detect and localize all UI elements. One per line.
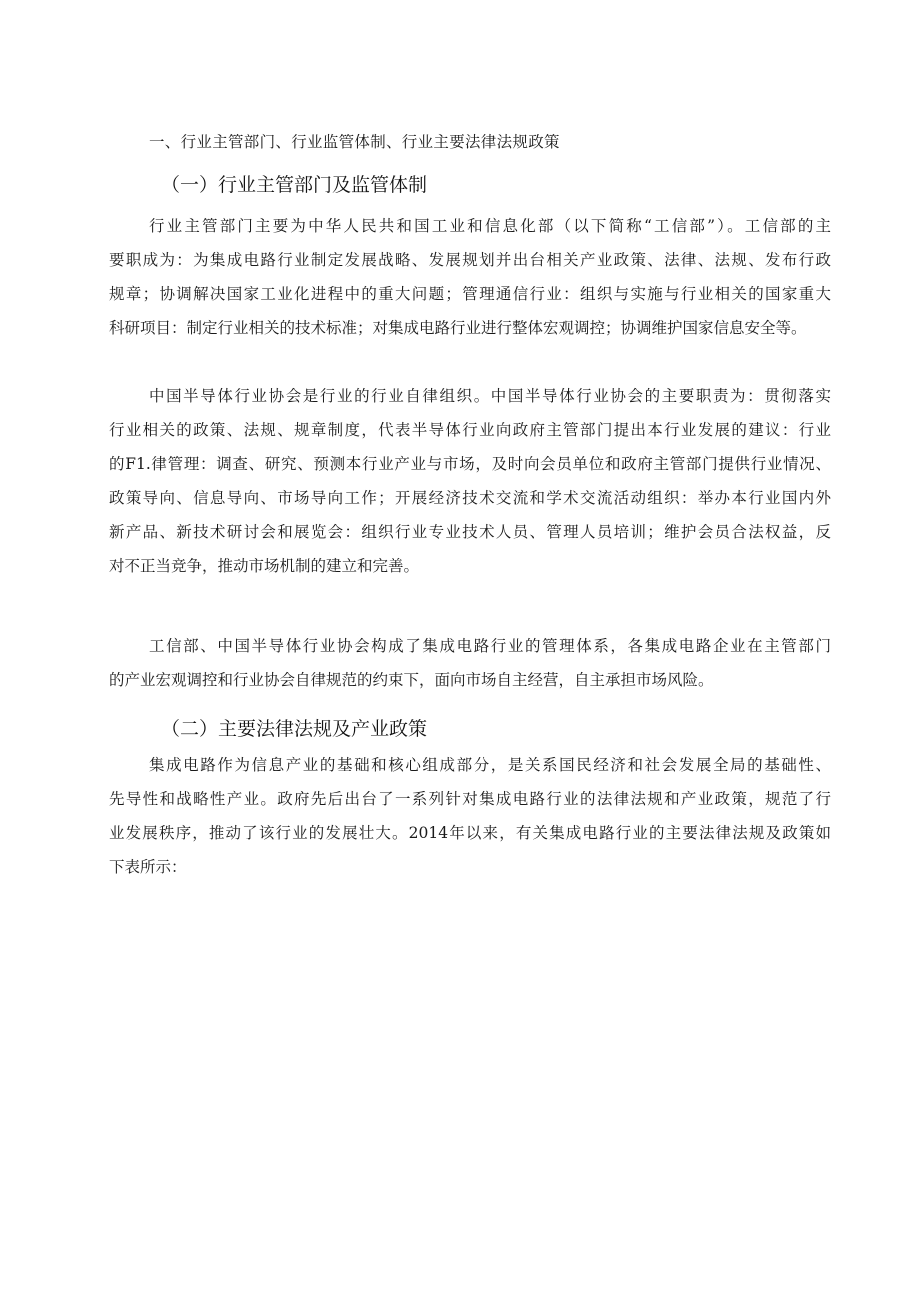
paragraph-line: 业发展秩序，推动了该行业的发展壮大。2014年以来，有关集成电路行业的主要法律法规及政策如 xyxy=(109,824,831,842)
paragraph-line: 要职成为：为集成电路行业制定发展战略、发展规划并出台相关产业政策、法律、法规、发布行政 xyxy=(109,251,831,269)
paragraph-line: 集成电路作为信息产业的基础和核心组成部分，是关系国民经济和社会发展全局的基础性、 xyxy=(149,756,831,774)
paragraph-management-system xyxy=(109,629,831,697)
subsection-heading-laws-policies: （二）主要法律法规及产业政策 xyxy=(161,718,428,740)
paragraph-line: 行业主管部门主要为中华人民共和国工业和信息化部（以下简称“工信部”）。工信部的主 xyxy=(149,217,831,235)
paragraph-line: 规章；协调解决国家工业化进程中的重大问题；管理通信行业：组织与实施与行业相关的国家重大 xyxy=(109,285,831,303)
paragraph-line: 新产品、新技术研讨会和展览会：组织行业专业技术人员、管理人员培训；维护会员合法权益，反 xyxy=(109,523,831,541)
paragraph-line: 政策导向、信息导向、市场导向工作；开展经济技术交流和学术交流活动组织：举办本行业国内外 xyxy=(109,489,831,507)
paragraph-laws-intro xyxy=(109,748,831,884)
paragraph-line: 中国半导体行业协会是行业的行业自律组织。中国半导体行业协会的主要职责为：贯彻落实 xyxy=(149,387,831,405)
paragraph-line: 行业相关的政策、法规、规章制度，代表半导体行业向政府主管部门提出本行业发展的建议：行业 xyxy=(109,421,831,439)
paragraph-line: 科研项目：制定行业相关的技术标准；对集成电路行业进行整体宏观调控；协调维护国家信息安全等。 xyxy=(109,319,807,337)
paragraph-line: 先导性和战略性产业。政府先后出台了一系列针对集成电路行业的法律法规和产业政策，规范了行 xyxy=(109,790,831,808)
paragraph-line: 工信部、中国半导体行业协会构成了集成电路行业的管理体系，各集成电路企业在主管部门 xyxy=(149,637,831,655)
section-title: 一、行业主管部门、行业监管体制、行业主要法律法规政策 xyxy=(149,133,560,151)
subsection-heading-regulators: （一）行业主管部门及监管体制 xyxy=(161,174,428,196)
paragraph-line: 对不正当竞争，推动市场机制的建立和完善。 xyxy=(109,557,420,575)
paragraph-miit xyxy=(109,209,831,345)
paragraph-line: 下表所示： xyxy=(109,858,187,876)
paragraph-line: 的产业宏观调控和行业协会自律规范的约束下，面向市场自主经营，自主承担市场风险。 xyxy=(109,671,714,689)
paragraph-line: 的F1.律管理：调查、研究、预测本行业产业与市场，及时向会员单位和政府主管部门提供行业情况、 xyxy=(109,455,831,473)
paragraph-csia xyxy=(109,379,831,583)
